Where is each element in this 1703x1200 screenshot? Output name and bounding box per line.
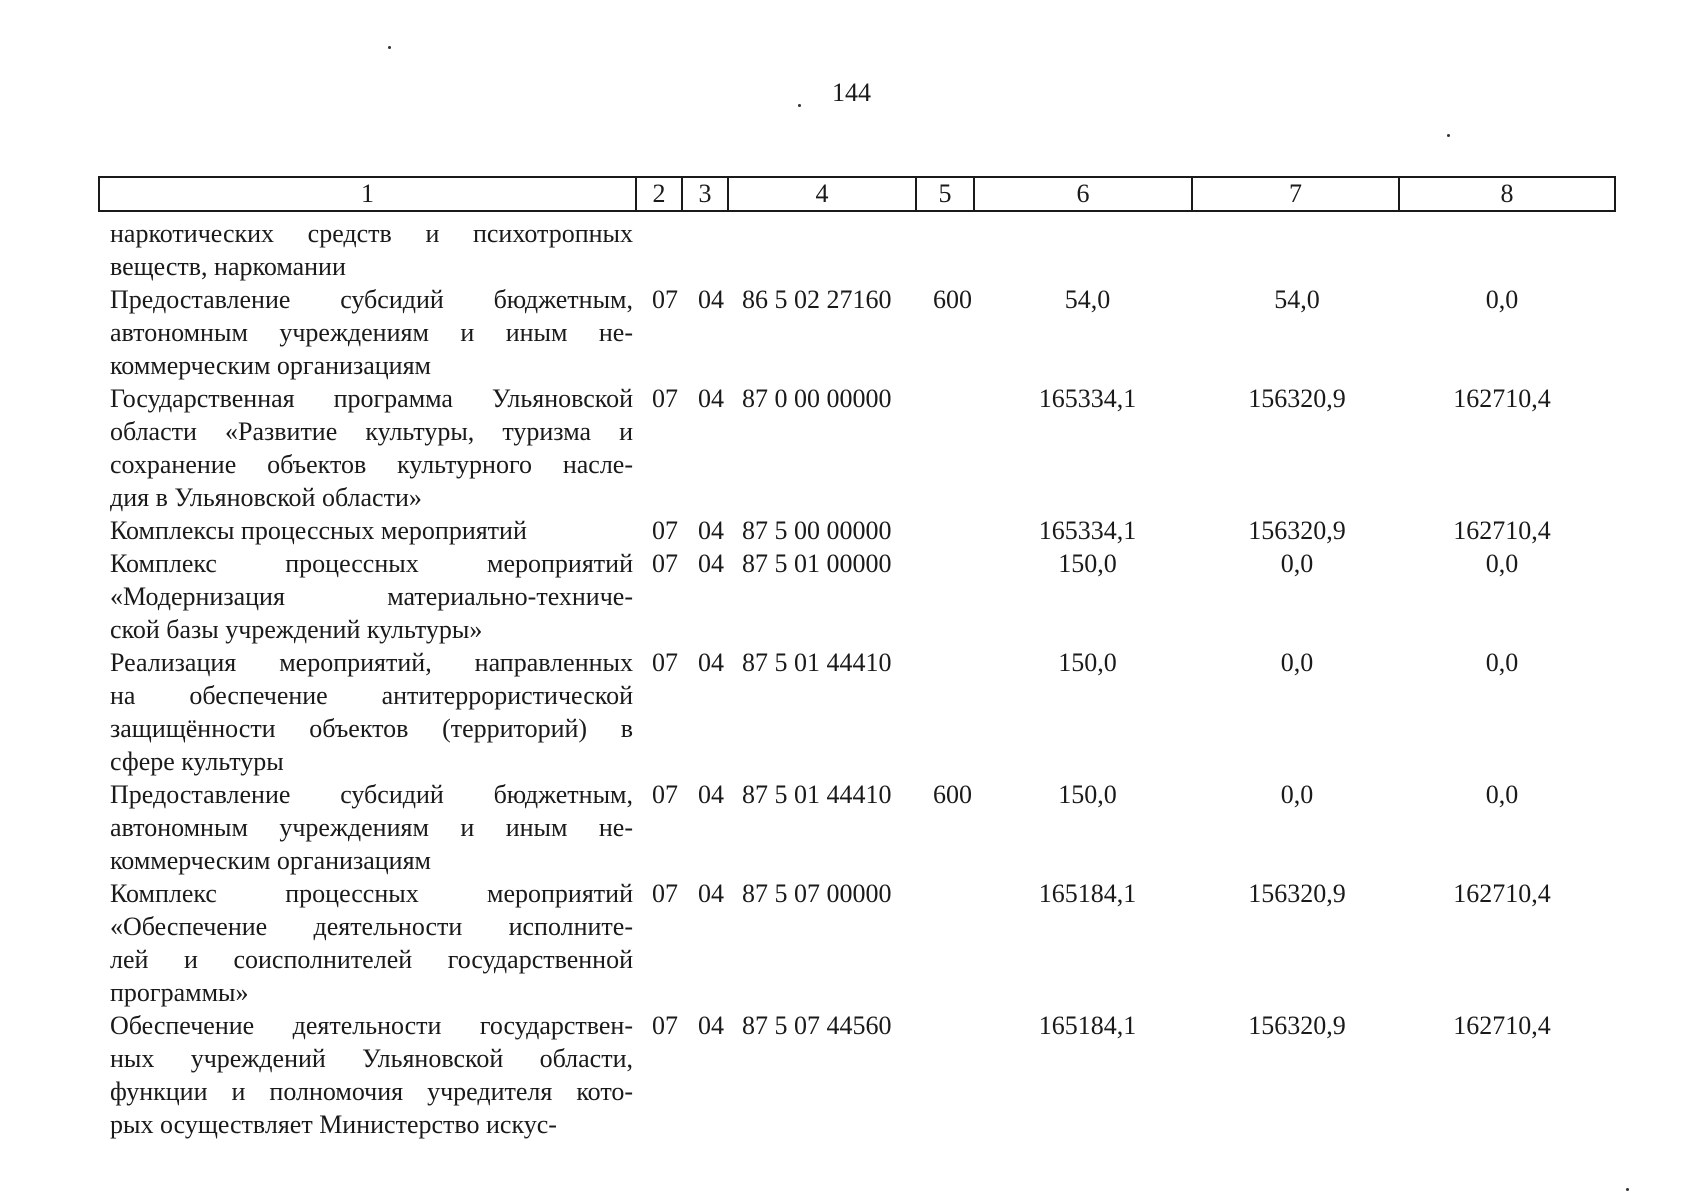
target-article-code: 87 5 01 44410 bbox=[742, 648, 892, 677]
amount-col-7: 156320,9 bbox=[1248, 384, 1346, 413]
amount-col-8: 0,0 bbox=[1485, 549, 1519, 578]
row-name-line: автономным учреждениям и иным не- bbox=[110, 813, 633, 842]
row-name-line: веществ, наркомании bbox=[110, 252, 346, 281]
row-name-line: лей и соисполнителей государственной bbox=[110, 945, 633, 974]
expense-type-code: 600 bbox=[933, 285, 972, 314]
section-code: 07 bbox=[652, 549, 678, 578]
subsection-code: 04 bbox=[698, 549, 724, 578]
section-code: 07 bbox=[652, 285, 678, 314]
row-name-line: сфере культуры bbox=[110, 747, 284, 776]
amount-col-8: 0,0 bbox=[1485, 780, 1519, 809]
scan-speck bbox=[1447, 134, 1450, 137]
amount-col-8: 0,0 bbox=[1485, 648, 1519, 677]
target-article-code: 87 5 00 00000 bbox=[742, 516, 892, 545]
amount-col-7: 156320,9 bbox=[1248, 879, 1346, 908]
row-name-line: функции и полномочия учредителя кото- bbox=[110, 1077, 633, 1106]
header-col-3: 3 bbox=[682, 177, 728, 211]
target-article-code: 87 5 07 00000 bbox=[742, 879, 892, 908]
row-name-line: программы» bbox=[110, 978, 249, 1007]
row-name bbox=[110, 877, 633, 1009]
row-name-line: Обеспечение деятельности государствен- bbox=[110, 1011, 633, 1040]
subsection-code: 04 bbox=[698, 285, 724, 314]
row-name bbox=[110, 547, 633, 646]
header-col-7: 7 bbox=[1192, 177, 1399, 211]
row-name-line: коммерческим организациям bbox=[110, 351, 432, 380]
subsection-code: 04 bbox=[698, 1011, 724, 1040]
amount-col-7: 156320,9 bbox=[1248, 1011, 1346, 1040]
amount-col-6: 54,0 bbox=[1064, 285, 1111, 314]
scan-speck bbox=[1626, 1188, 1629, 1191]
row-name-line: Реализация мероприятий, направленных bbox=[110, 648, 633, 677]
amount-col-7: 0,0 bbox=[1280, 648, 1314, 677]
row-name-line: защищённости объектов (территорий) в bbox=[110, 714, 633, 743]
target-article-code: 87 5 07 44560 bbox=[742, 1011, 892, 1040]
subsection-code: 04 bbox=[698, 780, 724, 809]
amount-col-7: 0,0 bbox=[1280, 549, 1314, 578]
subsection-code: 04 bbox=[698, 648, 724, 677]
row-name-line: области «Развитие культуры, туризма и bbox=[110, 417, 633, 446]
row-name bbox=[110, 646, 633, 778]
amount-col-6: 165334,1 bbox=[1038, 516, 1137, 545]
section-code: 07 bbox=[652, 879, 678, 908]
scan-speck bbox=[388, 46, 391, 49]
amount-col-8: 162710,4 bbox=[1453, 879, 1551, 908]
row-name-line: Предоставление субсидий бюджетным, bbox=[110, 285, 633, 314]
row-name-line: Комплекс процессных мероприятий bbox=[110, 549, 633, 578]
row-name-line: Предоставление субсидий бюджетным, bbox=[110, 780, 633, 809]
row-name-line: на обеспечение антитеррористической bbox=[110, 681, 633, 710]
amount-col-6: 150,0 bbox=[1058, 648, 1117, 677]
row-name-line: ных учреждений Ульяновской области, bbox=[110, 1044, 633, 1073]
row-name-line: Комплекс процессных мероприятий bbox=[110, 879, 633, 908]
header-col-5: 5 bbox=[916, 177, 974, 211]
amount-col-8: 162710,4 bbox=[1453, 384, 1551, 413]
amount-col-6: 165334,1 bbox=[1038, 384, 1137, 413]
amount-col-7: 156320,9 bbox=[1248, 516, 1346, 545]
target-article-code: 87 0 00 00000 bbox=[742, 384, 892, 413]
amount-col-8: 0,0 bbox=[1485, 285, 1519, 314]
row-name-line: автономным учреждениям и иным не- bbox=[110, 318, 633, 347]
amount-col-6: 165184,1 bbox=[1038, 879, 1137, 908]
page-number: 144 bbox=[832, 78, 871, 107]
amount-col-8: 162710,4 bbox=[1453, 1011, 1551, 1040]
section-code: 07 bbox=[652, 1011, 678, 1040]
amount-col-7: 54,0 bbox=[1274, 285, 1320, 314]
row-name-line: сохранение объектов культурного насле- bbox=[110, 450, 633, 479]
row-name bbox=[110, 514, 633, 547]
amount-col-6: 150,0 bbox=[1058, 549, 1117, 578]
row-name bbox=[110, 217, 633, 283]
row-name-line: ской базы учреждений культуры» bbox=[110, 615, 483, 644]
subsection-code: 04 bbox=[698, 384, 724, 413]
row-name bbox=[110, 778, 633, 877]
subsection-code: 04 bbox=[698, 516, 724, 545]
header-col-1: 1 bbox=[99, 177, 636, 211]
header-col-8: 8 bbox=[1399, 177, 1615, 211]
section-code: 07 bbox=[652, 648, 678, 677]
header-col-6: 6 bbox=[974, 177, 1192, 211]
row-name bbox=[110, 1009, 633, 1141]
amount-col-7: 0,0 bbox=[1280, 780, 1314, 809]
amount-col-6: 150,0 bbox=[1058, 780, 1117, 809]
amount-col-6: 165184,1 bbox=[1038, 1011, 1137, 1040]
row-name-line: коммерческим организациям bbox=[110, 846, 432, 875]
target-article-code: 87 5 01 44410 bbox=[742, 780, 892, 809]
row-name-line: «Модернизация материально-техниче- bbox=[110, 582, 633, 611]
header-col-4: 4 bbox=[728, 177, 916, 211]
subsection-code: 04 bbox=[698, 879, 724, 908]
row-name-line: наркотических средств и психотропных bbox=[110, 219, 633, 248]
header-col-2: 2 bbox=[636, 177, 682, 211]
target-article-code: 86 5 02 27160 bbox=[742, 285, 892, 314]
row-name-line: «Обеспечение деятельности исполните- bbox=[110, 912, 633, 941]
amount-col-8: 162710,4 bbox=[1453, 516, 1551, 545]
section-code: 07 bbox=[652, 780, 678, 809]
row-name bbox=[110, 283, 633, 382]
row-name bbox=[110, 382, 633, 514]
row-name-line: дия в Ульяновской области» bbox=[110, 483, 422, 512]
section-code: 07 bbox=[652, 516, 678, 545]
row-name-line: Комплексы процессных мероприятий bbox=[110, 516, 527, 545]
scan-speck bbox=[798, 104, 801, 107]
row-name-line: Государственная программа Ульяновской bbox=[110, 384, 633, 413]
expense-type-code: 600 bbox=[933, 780, 972, 809]
target-article-code: 87 5 01 00000 bbox=[742, 549, 892, 578]
section-code: 07 bbox=[652, 384, 678, 413]
row-name-line: рых осуществляет Министерство искус- bbox=[110, 1110, 557, 1139]
